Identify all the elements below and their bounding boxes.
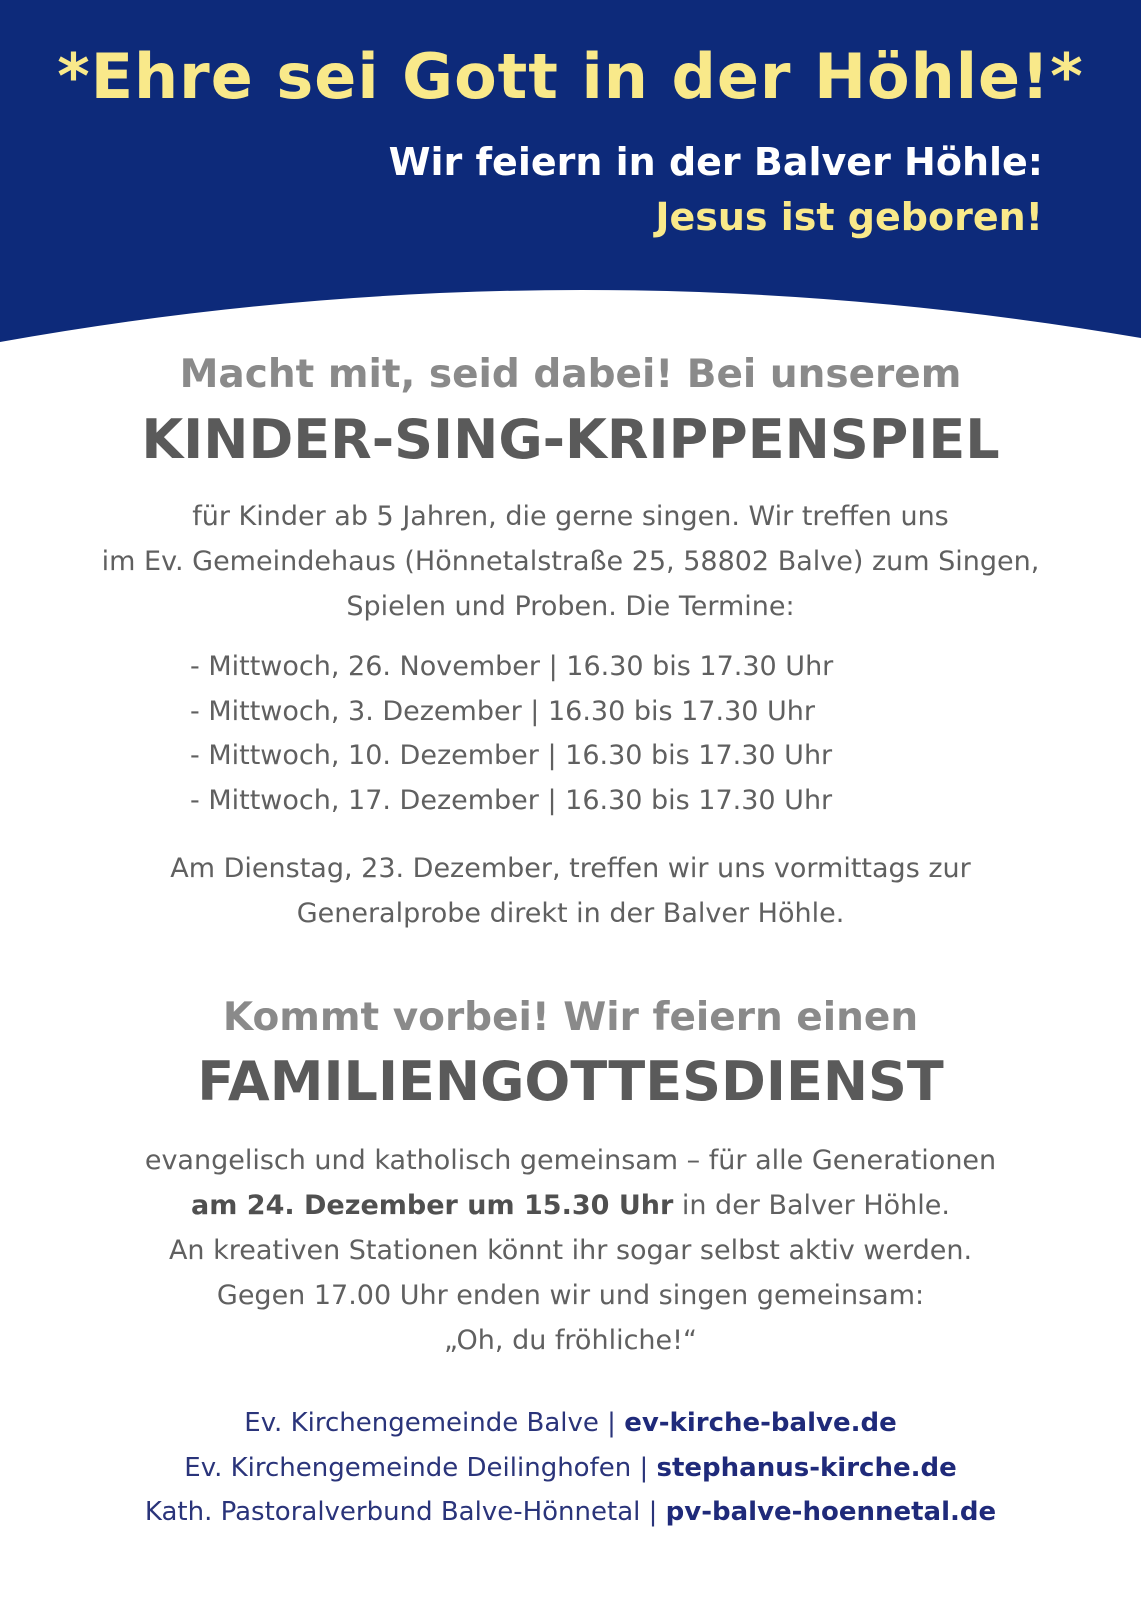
body-line-date	[0, 1183, 1141, 1228]
rehearsal-line: Generalprobe direkt in der Balver Höhle.	[296, 898, 845, 929]
contact-item	[0, 1446, 1141, 1491]
service-datetime: am 24. Dezember um 15.30 Uhr	[191, 1190, 674, 1221]
intro-line: für Kinder ab 5 Jahren, die gerne singen. Wir treffen uns	[192, 501, 949, 532]
contact-link[interactable]: pv-balve-hoennetal.de	[665, 1497, 997, 1527]
contact-link[interactable]: stephanus-kirche.de	[656, 1452, 957, 1483]
service-location: in der Balver Höhle.	[673, 1190, 950, 1221]
contact-link[interactable]: ev-kirche-balve.de	[624, 1408, 897, 1438]
song-title: „Oh, du fröhliche!“	[444, 1325, 697, 1356]
date-item: - Mittwoch, 26. November | 16.30 bis 17.30 Uhr	[190, 651, 834, 682]
section1-lead: Macht mit, seid dabei! Bei unserem	[179, 352, 962, 397]
body-line: An kreativen Stationen könnt ihr sogar selbst aktiv werden.	[168, 1235, 973, 1266]
rehearsal-line: Am Dienstag, 23. Dezember, treffen wir uns vormittags zur	[170, 853, 971, 884]
contact-item	[0, 1401, 1141, 1446]
contact-name: Ev. Kirchengemeinde Balve |	[244, 1408, 625, 1438]
section2-body	[0, 1138, 1141, 1363]
contact-name: Kath. Pastoralverbund Balve-Hönnetal |	[144, 1497, 666, 1527]
body-line: evangelisch und katholisch gemeinsam – für alle Generationen	[144, 1145, 997, 1176]
intro-line: Spielen und Proben. Die Termine:	[346, 591, 795, 622]
body-line: Gegen 17.00 Uhr enden wir und singen gemeinsam:	[216, 1280, 925, 1311]
headline: *Ehre sei Gott in der Höhle!*	[57, 40, 1084, 113]
intro-line: im Ev. Gemeindehaus (Hönnetalstraße 25, 58802 Balve) zum Singen,	[101, 546, 1040, 577]
date-item: - Mittwoch, 3. Dezember | 16.30 bis 17.30 Uhr	[190, 695, 815, 727]
date-item: - Mittwoch, 17. Dezember | 16.30 bis 17.30 Uhr	[190, 784, 833, 816]
subline-message: Jesus ist geboren!	[655, 195, 1043, 239]
subline-venue: Wir feiern in der Balver Höhle:	[388, 140, 1043, 184]
section2-lead: Kommt vorbei! Wir feiern einen	[222, 995, 919, 1040]
section1-title: KINDER-SING-KRIPPENSPIEL	[141, 408, 1000, 471]
contact-item	[0, 1490, 1141, 1535]
rehearsal-note	[0, 846, 1141, 936]
contact-list	[0, 1401, 1141, 1535]
date-list	[190, 645, 833, 823]
section1-intro	[0, 494, 1141, 629]
section2-title: FAMILIENGOTTESDIENST	[197, 1050, 944, 1113]
contact-name: Ev. Kirchengemeinde Deilinghofen |	[184, 1452, 657, 1483]
date-item: - Mittwoch, 10. Dezember | 16.30 bis 17.30 Uhr	[190, 740, 833, 771]
header-banner	[0, 0, 1141, 360]
